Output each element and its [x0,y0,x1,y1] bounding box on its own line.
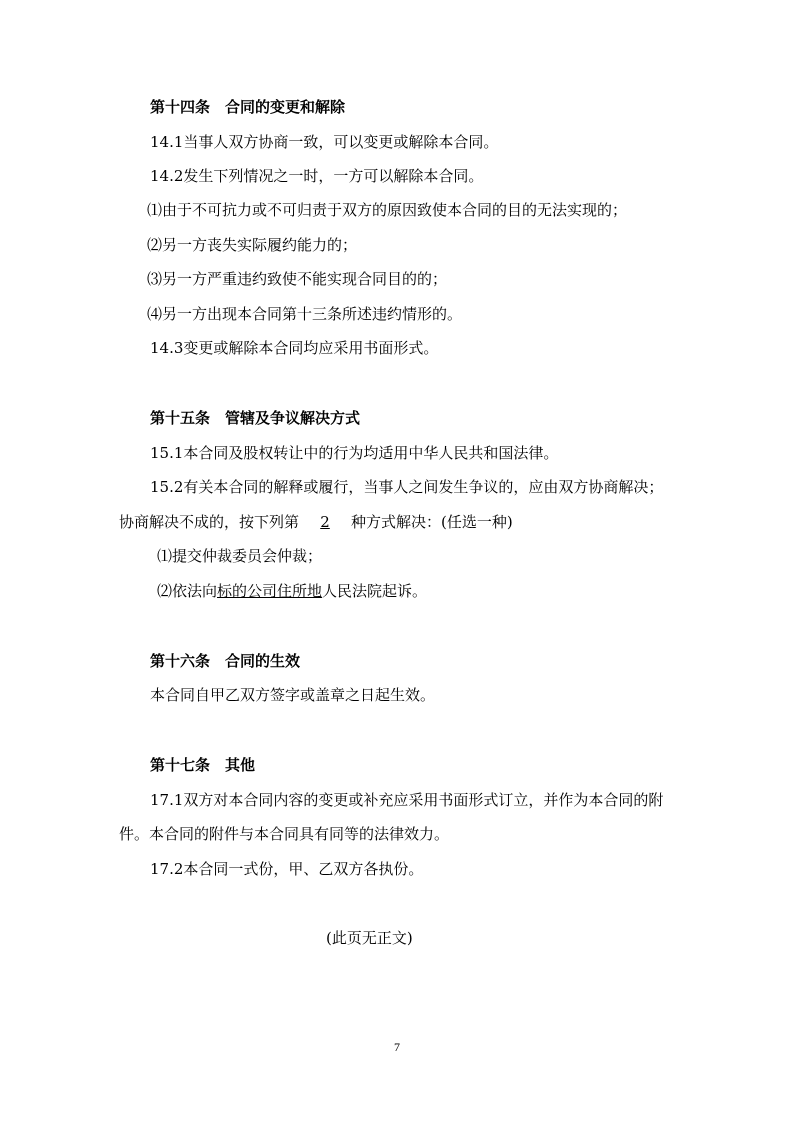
clause-15-2-suffix: 种方式解决：(任选一种) [351,513,513,531]
section-17-heading: 第十七条 其他 [150,756,256,774]
clause-16-body: 本合同自甲乙双方签字或盖章之日起生效。 [150,686,436,704]
page-number: 7 [394,1040,400,1054]
clause-14-2-item-4: ⑷另一方出现本合同第十三条所述违约情形的。 [147,305,463,323]
clause-17-1: 17.1双方对本合同内容的变更或补充应采用书面形式订立，并作为本合同的附 [150,791,664,809]
option-2-court-location: 标的公司住所地 [217,582,323,600]
clause-17-1-continued: 件。本合同的附件与本合同具有同等的法律效力。 [119,825,450,843]
clause-14-3: 14.3变更或解除本合同均应采用书面形式。 [150,339,439,357]
clause-15-2-continued [119,512,513,532]
no-text-note: (此页无正文) [326,929,413,947]
clause-17-2: 17.2本合同一式份，甲、乙双方各执份。 [150,860,424,878]
clause-14-2-item-1: ⑴由于不可抗力或不可归责于双方的原因致使本合同的目的无法实现的； [147,201,628,219]
section-14-heading: 第十四条 合同的变更和解除 [150,98,346,116]
clause-14-1: 14.1当事人双方协商一致，可以变更或解除本合同。 [150,133,499,151]
section-15-heading: 第十五条 管辖及争议解决方式 [150,409,361,427]
clause-15-2: 15.2有关本合同的解释或履行，当事人之间发生争议的，应由双方协商解决； [150,478,664,496]
option-2-prefix: ⑵依法向 [157,582,218,600]
dispute-method-blank: 2 [320,513,330,531]
clause-14-2-item-3: ⑶另一方严重违约致使不能实现合同目的的； [147,270,448,288]
clause-14-2: 14.2发生下列情况之一时，一方可以解除本合同。 [150,167,484,185]
clause-15-2-prefix: 协商解决不成的，按下列第 [119,513,300,531]
clause-15-option-2 [157,581,427,601]
clause-15-option-1: ⑴提交仲裁委员会仲裁； [157,547,323,565]
section-16-heading: 第十六条 合同的生效 [150,652,301,670]
clause-14-2-item-2: ⑵另一方丧失实际履约能力的； [147,236,358,254]
clause-15-1: 15.1本合同及股权转让中的行为均适用中华人民共和国法律。 [150,444,559,462]
option-2-suffix: 人民法院起诉。 [322,582,428,600]
